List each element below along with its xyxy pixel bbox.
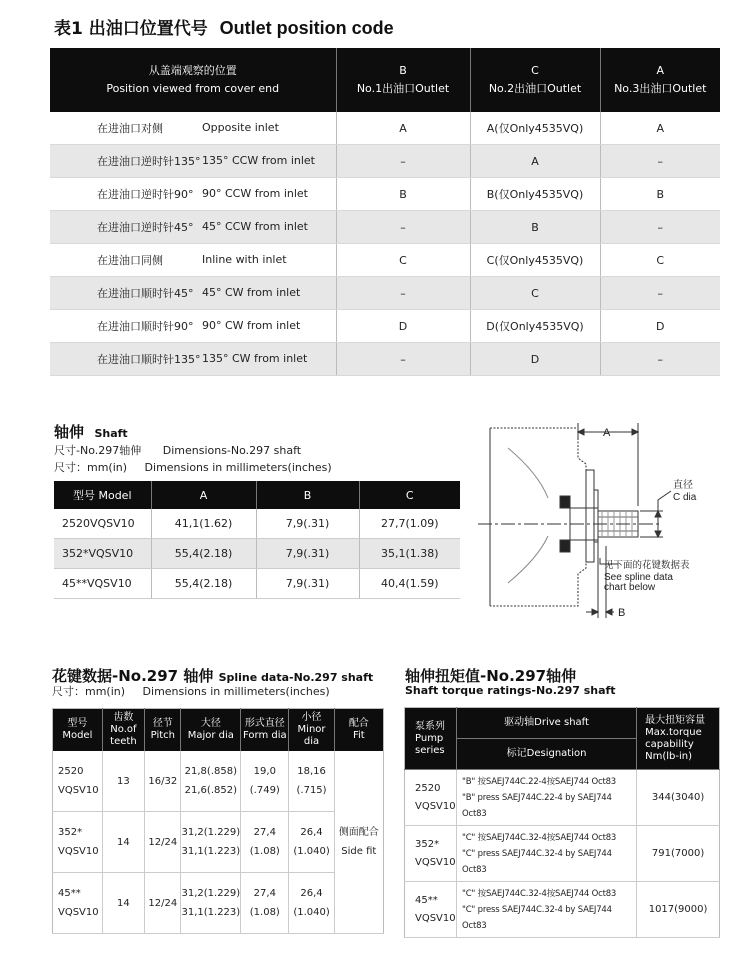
designation-line: "B" press SAEJ744C.22-4 by SAEJ744 Oct83 (461, 792, 612, 819)
value-line: (1.040) (293, 907, 330, 918)
position-cell (50, 145, 336, 178)
major-dia-cell (181, 873, 241, 934)
a-cell: 55,4(2.18) (151, 539, 256, 569)
series-cell (405, 826, 457, 882)
position-cell (50, 211, 336, 244)
header-line: 最大扭矩容量 (645, 714, 706, 726)
minor-dia-cell (289, 812, 334, 873)
table-row (53, 812, 384, 873)
outlet-2-cell: B(仅Only4535VQ) (470, 178, 600, 211)
value-line: 21,6(.852) (184, 785, 237, 796)
shaft-title-cn: 轴伸 (54, 423, 85, 441)
outlet-2-cell: D (470, 343, 600, 376)
page-title-cn: 表1 出油口位置代号 (54, 19, 208, 39)
table-row (50, 178, 720, 211)
torque-cell: 1017(9000) (637, 882, 720, 938)
c-dia-en: C dia (673, 492, 697, 503)
header-line: Pitch (150, 730, 175, 741)
c-cell: 27,7(1.09) (359, 509, 460, 539)
header-minor-dia (289, 709, 334, 752)
table-row (50, 277, 720, 310)
value-line: 27,4 (253, 888, 276, 899)
outlet-2-cell: B (470, 211, 600, 244)
header-line: 小径 (301, 712, 322, 723)
position-cn: 在进油口顺时针45° (97, 287, 194, 300)
header-outlet-2 (470, 48, 600, 112)
header-line: capability (645, 738, 694, 750)
designation-line: "C" press SAEJ744C.32-4 by SAEJ744 Oct83 (461, 848, 612, 875)
header-line: No.of (110, 724, 137, 735)
header-label: No.1出油口Outlet (356, 82, 450, 95)
header-line: 大径 (200, 718, 221, 729)
header-code: A (656, 64, 665, 77)
shaft-sub-2-cn: 尺寸：mm(in) (54, 461, 128, 474)
fit-cn: 侧面配合 (338, 827, 379, 838)
designation-line: "B" 按SAEJ744C.22-4按SAEJ744 Oct83 (461, 776, 617, 787)
position-cn: 在进油口逆时针90° (97, 188, 194, 201)
position-en: 135° CW from inlet (202, 352, 308, 365)
model-cell: 45**VQSV10 (54, 569, 151, 599)
outlet-1-cell: D (336, 310, 470, 343)
torque-ratings-table (404, 707, 720, 938)
shaft-drawing (478, 418, 728, 628)
table-row (53, 873, 384, 934)
header-pump-series (405, 708, 457, 770)
outlet-1-cell: – (336, 211, 470, 244)
teeth-cell: 14 (102, 873, 144, 934)
header-b: B (256, 481, 359, 509)
header-drive-shaft: 驱动轴Drive shaft (456, 708, 636, 739)
outlet-1-cell: – (336, 343, 470, 376)
table-header-row (53, 709, 384, 752)
torque-title-en: Shaft torque ratings-No.297 shaft (405, 684, 616, 697)
form-dia-cell (241, 812, 289, 873)
position-cn: 在进油口同侧 (97, 254, 163, 267)
outlet-1-cell: – (336, 145, 470, 178)
series-line: 2520 (415, 782, 441, 794)
header-outlet-3 (600, 48, 720, 112)
header-label: No.2出油口Outlet (488, 82, 582, 95)
header-line: Minor dia (297, 724, 326, 747)
series-line: 45** (415, 894, 438, 906)
model-line: 352* (58, 827, 83, 838)
page-title (54, 14, 394, 39)
value-line: 31,2(1.229) (181, 888, 241, 899)
c-cell: 35,1(1.38) (359, 539, 460, 569)
outlet-position-table (50, 48, 720, 376)
position-cn: 在进油口逆时针135° (97, 155, 201, 168)
outlet-3-cell: – (600, 211, 720, 244)
header-line: 齿数 (113, 712, 134, 723)
header-teeth (102, 709, 144, 752)
position-en: 45° CW from inlet (202, 286, 301, 299)
outlet-1-cell: B (336, 178, 470, 211)
table-row (54, 569, 460, 599)
series-cell (405, 770, 457, 826)
shaft-sub-2 (54, 460, 332, 475)
major-dia-cell (181, 812, 241, 873)
minor-dia-cell (289, 751, 334, 812)
value-line: 31,1(1.223) (181, 846, 241, 857)
value-line: (.715) (296, 785, 327, 796)
header-line: series (415, 744, 445, 756)
table-header-row (405, 708, 720, 739)
model-line: 2520 (58, 766, 84, 777)
spline-data-table (52, 708, 384, 934)
shaft-sub-1-cn: 尺寸-No.297轴伸 (54, 444, 142, 457)
position-cell (50, 277, 336, 310)
outlet-3-cell: – (600, 277, 720, 310)
header-fit (334, 709, 383, 752)
shaft-sub-1-en: Dimensions-No.297 shaft (162, 444, 302, 457)
outlet-3-cell: – (600, 145, 720, 178)
spline-title-cn: 花键数据-No.297 轴伸 (52, 667, 214, 685)
header-model: 型号 Model (54, 481, 151, 509)
spline-note-cn: 见下面的花键数据表 (604, 560, 690, 571)
series-line: VQSV10 (415, 800, 456, 812)
value-line: 27,4 (253, 827, 276, 838)
torque-title (405, 665, 576, 686)
table-row (405, 770, 720, 826)
spline-sub-en: Dimensions in millimeters(inches) (142, 685, 330, 698)
header-line: Nm(lb-in) (645, 750, 692, 762)
outlet-2-cell: C (470, 277, 600, 310)
header-major-dia (181, 709, 241, 752)
shaft-title-en: Shaft (94, 427, 128, 440)
model-cell: 352*VQSV10 (54, 539, 151, 569)
position-cell (50, 343, 336, 376)
header-max-torque (637, 708, 720, 770)
form-dia-cell (241, 751, 289, 812)
designation-cell (456, 882, 636, 938)
table-header-row (50, 48, 720, 112)
header-line: 形式直径 (244, 718, 285, 729)
header-line: Form dia (243, 730, 287, 741)
spline-title (52, 665, 373, 686)
a-cell: 55,4(2.18) (151, 569, 256, 599)
pitch-cell: 12/24 (145, 873, 181, 934)
position-cn: 在进油口顺时针135° (97, 353, 201, 366)
header-position-en: Position viewed from cover end (106, 82, 280, 95)
outlet-2-cell: C(仅Only4535VQ) (470, 244, 600, 277)
minor-dia-cell (289, 873, 334, 934)
model-line: VQSV10 (58, 785, 99, 796)
fit-cell (334, 751, 383, 934)
spline-title-en: Spline data-No.297 shaft (218, 671, 374, 684)
spline-sub (52, 684, 330, 699)
fit-en: Side fit (341, 846, 377, 857)
outlet-3-cell: B (600, 178, 720, 211)
value-line: 31,2(1.229) (181, 827, 241, 838)
designation-line: "C" press SAEJ744C.32-4 by SAEJ744 Oct83 (461, 904, 612, 931)
model-cell: 2520VQSV10 (54, 509, 151, 539)
header-designation: 标记Designation (456, 739, 636, 770)
header-position-cn: 从盖端观察的位置 (148, 64, 237, 77)
teeth-cell: 14 (102, 812, 144, 873)
b-cell: 7,9(.31) (256, 539, 359, 569)
table-row (50, 145, 720, 178)
value-line: (1.08) (249, 907, 280, 918)
shaft-dimensions-table (54, 481, 460, 599)
outlet-3-cell: A (600, 112, 720, 145)
table-row (405, 826, 720, 882)
header-form-dia (241, 709, 289, 752)
value-line: 26,4 (300, 827, 323, 838)
table-row (50, 112, 720, 145)
teeth-cell: 13 (102, 751, 144, 812)
header-line: 径节 (152, 718, 173, 729)
outlet-2-cell: A (470, 145, 600, 178)
table-row (50, 244, 720, 277)
designation-line: "C" 按SAEJ744C.32-4按SAEJ744 Oct83 (461, 832, 617, 843)
model-cell (53, 812, 103, 873)
header-code: B (399, 64, 407, 77)
model-cell (53, 873, 103, 934)
outlet-2-cell: A(仅Only4535VQ) (470, 112, 600, 145)
position-en: Inline with inlet (202, 253, 287, 266)
header-a: A (151, 481, 256, 509)
position-cell (50, 310, 336, 343)
position-en: 45° CCW from inlet (202, 220, 308, 233)
label-a: A (603, 427, 611, 439)
series-line: VQSV10 (415, 856, 456, 868)
position-cell (50, 244, 336, 277)
value-line: 19,0 (253, 766, 276, 777)
header-position (50, 48, 336, 112)
header-line: Model (62, 730, 93, 741)
a-cell: 41,1(1.62) (151, 509, 256, 539)
table-row (54, 539, 460, 569)
designation-cell (456, 770, 636, 826)
outlet-3-cell: C (600, 244, 720, 277)
position-cn: 在进油口顺时针90° (97, 320, 194, 333)
b-cell: 7,9(.31) (256, 509, 359, 539)
position-en: 135° CCW from inlet (202, 154, 315, 167)
position-cn: 在进油口对侧 (97, 122, 163, 135)
torque-title-cn: 轴伸扭矩值-No.297轴伸 (405, 667, 577, 685)
c-dia-cn: 直径 (673, 480, 693, 491)
value-line: (1.040) (293, 846, 330, 857)
outlet-2-cell: D(仅Only4535VQ) (470, 310, 600, 343)
value-line: 31,1(1.223) (181, 907, 241, 918)
outlet-1-cell: C (336, 244, 470, 277)
value-line: 18,16 (297, 766, 326, 777)
header-line: 泵系列 (415, 720, 445, 732)
model-line: 45** (58, 888, 81, 899)
header-code: C (531, 64, 539, 77)
position-cell (50, 178, 336, 211)
outlet-3-cell: – (600, 343, 720, 376)
outlet-1-cell: – (336, 277, 470, 310)
header-line: Major dia (187, 730, 234, 741)
header-line: teeth (110, 736, 137, 747)
spline-note-en-2: chart below (604, 582, 656, 593)
position-cell (50, 112, 336, 145)
series-line: VQSV10 (415, 912, 456, 924)
position-en: 90° CCW from inlet (202, 187, 308, 200)
table-row (405, 882, 720, 938)
model-line: VQSV10 (58, 907, 99, 918)
header-c: C (359, 481, 460, 509)
torque-subtitle (405, 684, 616, 697)
header-model (53, 709, 103, 752)
outlet-1-cell: A (336, 112, 470, 145)
header-line: 配合 (348, 718, 369, 729)
torque-cell: 344(3040) (637, 770, 720, 826)
page-title-en: Outlet position code (219, 18, 394, 38)
shaft-sub-1 (54, 443, 301, 458)
spline-sub-cn: 尺寸：mm(in) (52, 685, 126, 698)
b-cell: 7,9(.31) (256, 569, 359, 599)
position-en: 90° CW from inlet (202, 319, 301, 332)
form-dia-cell (241, 873, 289, 934)
shaft-title (54, 421, 128, 442)
value-line: (1.08) (249, 846, 280, 857)
pitch-cell: 16/32 (145, 751, 181, 812)
pitch-cell: 12/24 (145, 812, 181, 873)
designation-cell (456, 826, 636, 882)
major-dia-cell (181, 751, 241, 812)
spline-note-en-1: See spline data (604, 572, 673, 583)
position-cn: 在进油口逆时针45° (97, 221, 194, 234)
label-b: B (618, 607, 626, 619)
table-header-row (54, 481, 460, 509)
header-line: Max.torque (645, 726, 702, 738)
model-cell (53, 751, 103, 812)
model-line: VQSV10 (58, 846, 99, 857)
header-label: No.3出油口Outlet (614, 82, 707, 95)
table-row (53, 751, 384, 812)
torque-cell: 791(7000) (637, 826, 720, 882)
shaft-sub-2-en: Dimensions in millimeters(inches) (144, 461, 332, 474)
c-cell: 40,4(1.59) (359, 569, 460, 599)
outlet-3-cell: D (600, 310, 720, 343)
table-row (54, 509, 460, 539)
table-row (50, 211, 720, 244)
value-line: (.749) (249, 785, 280, 796)
header-pitch (145, 709, 181, 752)
header-line: 型号 (67, 718, 88, 729)
series-cell (405, 882, 457, 938)
value-line: 21,8(.858) (184, 766, 237, 777)
header-line: Pump (415, 732, 444, 744)
value-line: 26,4 (300, 888, 323, 899)
series-line: 352* (415, 838, 440, 850)
header-line: Fit (352, 730, 365, 741)
designation-line: "C" 按SAEJ744C.32-4按SAEJ744 Oct83 (461, 888, 617, 899)
position-en: Opposite inlet (202, 121, 279, 134)
header-outlet-1 (336, 48, 470, 112)
table-row (50, 310, 720, 343)
table-row (50, 343, 720, 376)
